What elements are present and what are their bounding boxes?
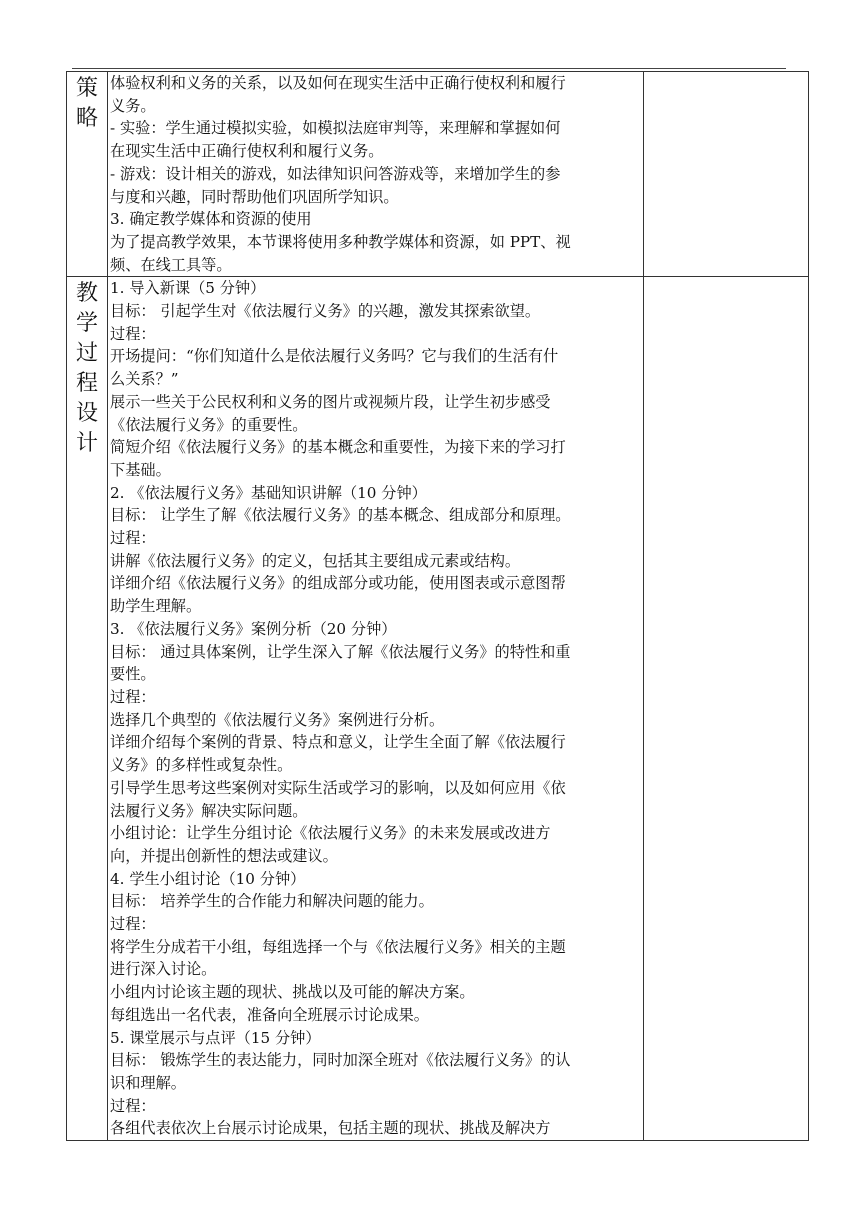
text-line: 目标： 通过具体案例，让学生深入了解《依法履行义务》的特性和重 (110, 642, 571, 661)
page-header-rule (72, 68, 786, 69)
text-line: 详细介绍《依法履行义务》的组成部分或功能，使用图表或示意图帮 (110, 574, 566, 593)
text-line: 向，并提出创新性的想法或建议。 (110, 846, 338, 865)
text-line: 目标： 引起学生对《依法履行义务》的兴趣，激发其探索欲望。 (110, 302, 541, 321)
text-line: 过程： (110, 1096, 156, 1115)
row-label-strategy (67, 72, 108, 277)
text-line: 开场提问：“你们知道什么是依法履行义务吗？它与我们的生活有什 (110, 347, 559, 366)
label-char: 略 (75, 106, 98, 131)
text-line: 义务。 (110, 96, 156, 115)
notes-cell (644, 277, 809, 1141)
text-line: 将学生分成若干小组，每组选择一个与《依法履行义务》相关的主题 (110, 937, 566, 956)
text-line: 体验权利和义务的关系，以及如何在现实生活中正确行使权利和履行 (110, 74, 566, 92)
text-line: 目标： 锻炼学生的表达能力，同时加深全班对《依法履行义务》的认 (110, 1051, 571, 1070)
text-line: 1. 导入新课（5 分钟） (110, 279, 266, 298)
strategy-content (108, 72, 644, 277)
table-row-process (67, 277, 809, 1141)
text-line: 么关系？” (110, 370, 179, 389)
text-line: 简短介绍《依法履行义务》的基本概念和重要性，为接下来的学习打 (110, 438, 566, 457)
text-line: 小组讨论：让学生分组讨论《依法履行义务》的未来发展或改进方 (110, 824, 551, 843)
lesson-plan-table (66, 71, 809, 1141)
text-line: 2. 《依法履行义务》基础知识讲解（10 分钟） (110, 483, 427, 502)
label-char: 设 (75, 401, 98, 427)
text-line: - 游戏：设计相关的游戏，如法律知识问答游戏等，来增加学生的参 (110, 164, 561, 183)
table-row-strategy (67, 72, 809, 277)
text-line: 过程： (110, 915, 156, 934)
label-char: 教 (75, 281, 98, 307)
text-line: 选择几个典型的《依法履行义务》案例进行分析。 (110, 710, 445, 729)
text-line: 小组内讨论该主题的现状、挑战以及可能的解决方案。 (110, 983, 475, 1002)
label-char: 程 (75, 371, 98, 397)
text-line: - 实验：学生通过模拟实验，如模拟法庭审判等，来理解和掌握如何 (110, 119, 561, 138)
text-line: 过程： (110, 687, 156, 706)
text-line: 义务》的多样性或复杂性。 (110, 756, 293, 775)
text-line: 助学生理解。 (110, 597, 202, 616)
text-line: 各组代表依次上台展示讨论成果，包括主题的现状、挑战及解决方 (110, 1119, 551, 1138)
text-line: 识和理解。 (110, 1073, 186, 1092)
text-line: 展示一些关于公民权利和义务的图片或视频片段，让学生初步感受 (110, 392, 551, 411)
text-line: 下基础。 (110, 460, 171, 479)
text-line: 法履行义务》解决实际问题。 (110, 801, 308, 820)
label-char: 过 (75, 341, 98, 367)
text-line: 《依法履行义务》的重要性。 (110, 415, 308, 434)
text-line: 为了提高教学效果，本节课将使用多种教学媒体和资源，如 PPT、视 (110, 232, 571, 251)
text-line: 5. 课堂展示与点评（15 分钟） (110, 1028, 321, 1047)
label-char: 计 (75, 431, 98, 457)
text-line: 要性。 (110, 665, 156, 684)
text-line: 详细介绍每个案例的背景、特点和意义，让学生全面了解《依法履行 (110, 733, 566, 752)
text-line: 进行深入讨论。 (110, 960, 217, 979)
text-line: 4. 学生小组讨论（10 分钟） (110, 869, 306, 888)
text-line: 讲解《依法履行义务》的定义，包括其主要组成元素或结构。 (110, 551, 521, 570)
text-line: 3. 确定教学媒体和资源的使用 (110, 210, 312, 229)
label-char: 学 (75, 311, 98, 337)
text-line: 引导学生思考这些案例对实际生活或学习的影响，以及如何应用《依 (110, 778, 566, 797)
text-line: 在现实生活中正确行使权利和履行义务。 (110, 142, 384, 161)
label-char: 策 (75, 76, 98, 101)
text-line: 与度和兴趣，同时帮助他们巩固所学知识。 (110, 187, 399, 206)
text-line: 目标： 培养学生的合作能力和解决问题的能力。 (110, 892, 434, 911)
text-line: 频、在线工具等。 (110, 255, 232, 274)
row-label-process (67, 277, 108, 1141)
text-line: 过程： (110, 529, 156, 548)
text-line: 过程： (110, 324, 156, 343)
process-content (108, 277, 644, 1141)
notes-cell (644, 72, 809, 277)
text-line: 3. 《依法履行义务》案例分析（20 分钟） (110, 619, 397, 638)
text-line: 每组选出一名代表，准备向全班展示讨论成果。 (110, 1005, 429, 1024)
text-line: 目标： 让学生了解《依法履行义务》的基本概念、组成部分和原理。 (110, 506, 571, 525)
